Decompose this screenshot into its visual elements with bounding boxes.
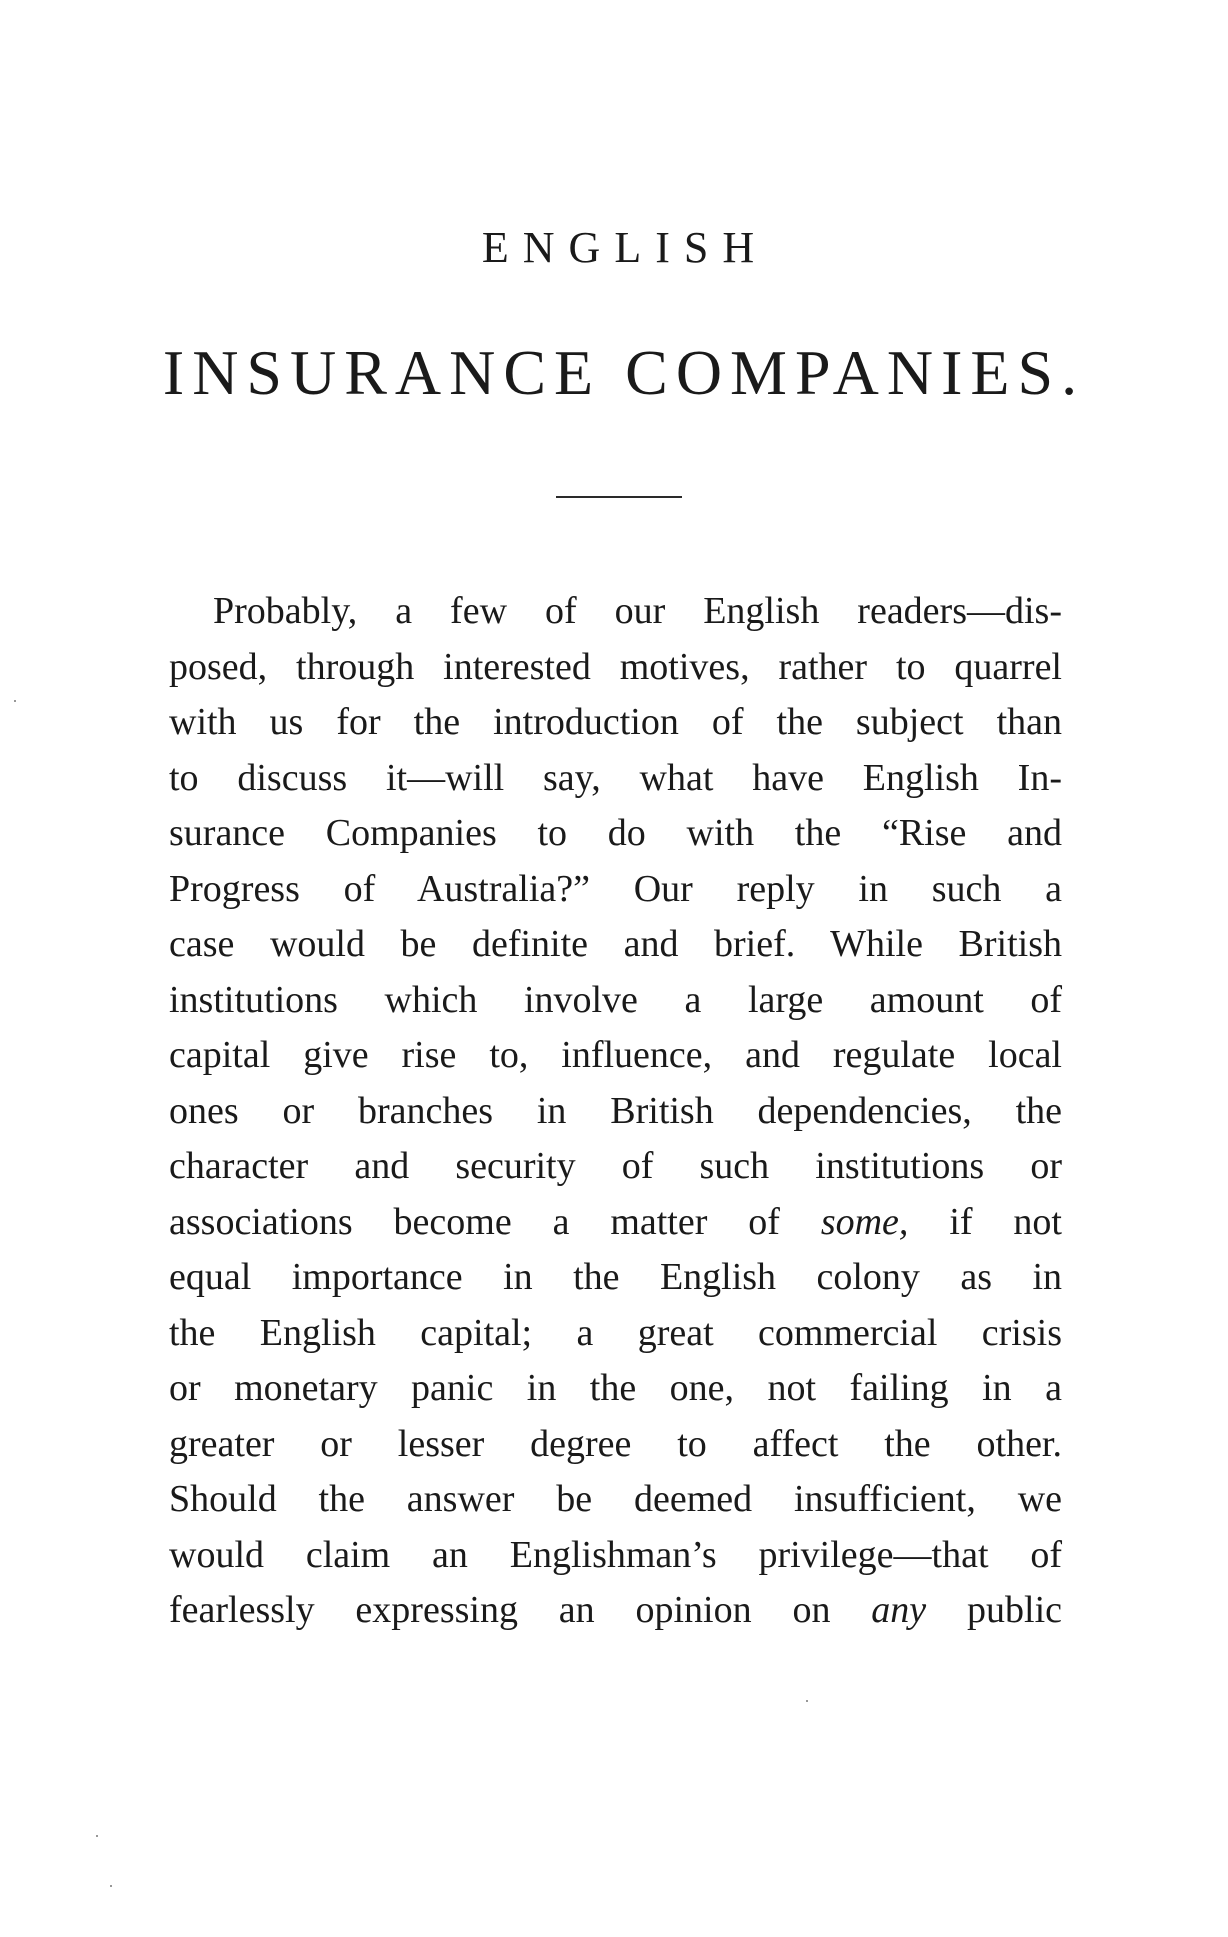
text-line: Progress of Australia?” Our reply in such a bbox=[169, 867, 1062, 910]
text-line: surance Companies to do with the “Rise and bbox=[169, 812, 1062, 854]
paper-speck bbox=[14, 700, 16, 702]
text-line: Should the answer be deemed insufficient, we bbox=[169, 1478, 1062, 1520]
text-segment: associations become a matter of bbox=[169, 1200, 821, 1243]
text-line: ones or branches in British dependencies, the bbox=[169, 1089, 1062, 1132]
italic-word: some, bbox=[820, 1200, 909, 1243]
heading-insurance-companies: INSURANCE COMPANIES. bbox=[162, 337, 1086, 408]
paper-speck bbox=[806, 1700, 808, 1702]
paragraph bbox=[169, 584, 1062, 1639]
italic-word: any bbox=[871, 1589, 927, 1631]
text-line: the English capital; a great commercial crisis bbox=[169, 1311, 1062, 1354]
paper-speck bbox=[96, 1835, 98, 1837]
text-line: capital give rise to, influence, and regulate local bbox=[169, 1034, 1062, 1076]
text-line: equal importance in the English colony as in bbox=[169, 1256, 1062, 1298]
text-line: case would be definite and brief. While British bbox=[169, 923, 1062, 965]
text-segment: public bbox=[926, 1589, 1062, 1631]
text-line: would claim an Englishman’s privilege—that of bbox=[169, 1533, 1062, 1576]
text-segment: fearlessly expressing an opinion on bbox=[169, 1589, 872, 1631]
text-line: posed, through interested motives, rather to quarrel bbox=[169, 645, 1062, 688]
text-line: institutions which involve a large amount of bbox=[169, 978, 1062, 1021]
text-line-with-italic bbox=[169, 1195, 1062, 1251]
text-line: to discuss it—will say, what have English In- bbox=[169, 756, 1062, 799]
text-line: or monetary panic in the one, not failing in a bbox=[169, 1367, 1062, 1409]
text-line: with us for the introduction of the subject than bbox=[169, 701, 1062, 743]
text-line-with-italic bbox=[169, 1583, 1062, 1639]
paper-speck bbox=[110, 1885, 112, 1887]
text-line: greater or lesser degree to affect the other. bbox=[169, 1422, 1062, 1465]
text-line: Probably, a few of our English readers—dis- bbox=[213, 590, 1062, 632]
section-rule bbox=[556, 496, 682, 498]
heading-english: ENGLISH bbox=[481, 223, 769, 272]
text-segment: if not bbox=[908, 1200, 1062, 1243]
text-line: character and security of such institutions or bbox=[169, 1145, 1062, 1187]
